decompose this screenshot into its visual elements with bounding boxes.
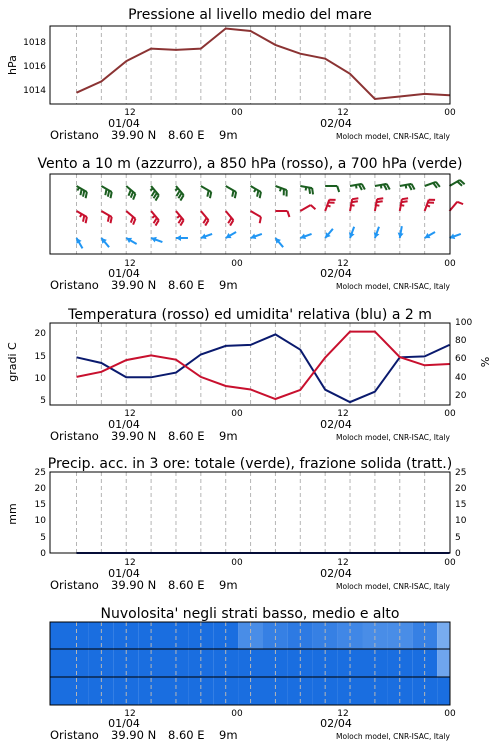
wind-barb: [300, 186, 313, 194]
cloud-cell: [437, 677, 450, 705]
wind-barb: [176, 211, 184, 226]
wind-barb: [226, 186, 236, 198]
humidity-series-line: [77, 334, 450, 402]
humidity-ytick: 80: [455, 336, 467, 346]
station-elev: 9m: [219, 728, 238, 742]
wind-barb-half-feather: [80, 214, 82, 217]
station-info: [50, 128, 451, 142]
precipitation-ylabel: mm: [6, 503, 19, 525]
wind-barb: [77, 186, 87, 198]
wind-barb: [375, 198, 383, 211]
wind-barb-feather: [457, 202, 463, 204]
station-lon: 8.60 E: [168, 278, 205, 292]
wind-barb-feather: [108, 216, 109, 222]
wind-barb-half-feather: [254, 189, 256, 192]
wind-barb-shaft: [126, 211, 135, 219]
wind-barb-half-feather: [327, 205, 330, 206]
wind-barb: [201, 233, 212, 239]
x-tick-label: 00: [444, 409, 456, 419]
wind-barb: [126, 238, 136, 244]
pressure-panel: [6, 7, 456, 142]
date-label: 02/04: [320, 418, 352, 431]
station-elev: 9m: [219, 128, 238, 142]
wind-barb-half-feather: [152, 216, 155, 218]
temperature-x-axis: [108, 409, 456, 431]
precipitation-title: Precip. acc. in 3 ore: totale (verde), frazione solida (tratt.): [47, 456, 453, 472]
wind-barb-feather: [207, 191, 208, 197]
wind-barb-feather: [133, 194, 135, 200]
cloud-cell: [50, 677, 89, 705]
pressure-ytick: 1018: [23, 38, 46, 48]
pressure-ylabel: hPa: [6, 55, 19, 75]
wind-x-axis: [108, 259, 456, 280]
wind-barb-feather: [232, 191, 233, 197]
cloud-cell: [437, 649, 450, 677]
x-tick-label: 00: [231, 108, 243, 118]
wind-barb: [300, 233, 311, 239]
wind-barb: [76, 238, 82, 248]
wind-arrow-head: [176, 235, 181, 241]
temperature-title: Temperatura (rosso) ed umidita' relativa (blu) a 2 m: [68, 307, 432, 323]
wind-barb-feather: [129, 190, 131, 196]
wind-panel: [37, 156, 464, 292]
wind-barb: [201, 211, 209, 226]
wind-barbs-layer: [76, 180, 464, 248]
wind-barb-feather: [309, 188, 310, 194]
wind-barb-half-feather: [77, 188, 79, 191]
station-lon: 8.60 E: [168, 429, 205, 443]
wind-barb: [325, 186, 339, 192]
model-credit: Moloch model, CNR-ISAC, Italy: [336, 582, 450, 591]
x-tick-label: 00: [444, 558, 456, 568]
wind-barb-shaft: [251, 211, 261, 217]
pressure-ytick: 1016: [23, 62, 46, 72]
wind-barb-half-feather: [177, 216, 180, 218]
station-lat: 39.90 N: [111, 429, 157, 443]
wind-barb-shaft: [226, 186, 236, 192]
x-tick-label: 12: [337, 259, 349, 269]
wind-barb: [275, 211, 289, 217]
precip-ytick-right: 25: [455, 468, 467, 478]
date-label: 02/04: [320, 717, 352, 730]
precip-ytick-right: 10: [455, 516, 467, 526]
x-tick-label: 12: [124, 259, 136, 269]
cloud-cell: [50, 649, 89, 677]
date-label: 01/04: [108, 717, 140, 730]
wind-barb-shaft: [300, 205, 310, 211]
precipitation-plot-frame: [50, 472, 450, 553]
precip-ytick: 10: [34, 516, 46, 526]
precipitation-gridlines: [77, 472, 425, 553]
wind-barb: [77, 211, 87, 223]
wind-barb: [325, 200, 335, 211]
date-label: 01/04: [108, 267, 140, 280]
temperature-ylabel: gradi C: [6, 342, 19, 382]
wind-barb: [226, 232, 236, 238]
x-tick-label: 12: [124, 709, 136, 719]
wind-barb: [101, 238, 109, 247]
precipitation-panel: [6, 456, 467, 592]
wind-barb: [425, 200, 435, 211]
wind-barb-shaft: [201, 186, 211, 192]
humidity-ylabel: %: [479, 356, 492, 368]
wind-barb: [400, 184, 415, 190]
wind-barb-feather: [311, 205, 316, 209]
station-name: Oristano: [50, 429, 99, 443]
wind-barb-feather: [105, 189, 106, 195]
wind-barb-feather: [210, 192, 211, 198]
station-lon: 8.60 E: [168, 728, 205, 742]
precip-ytick: 25: [34, 468, 46, 478]
station-name: Oristano: [50, 728, 99, 742]
wind-barb: [450, 202, 464, 211]
wind-barb: [450, 233, 461, 239]
station-lon: 8.60 E: [168, 578, 205, 592]
wind-barb: [325, 229, 333, 238]
date-label: 02/04: [320, 567, 352, 580]
wind-barb-half-feather: [376, 205, 379, 206]
station-elev: 9m: [219, 429, 238, 443]
station-lat: 39.90 N: [111, 728, 157, 742]
wind-barb: [400, 198, 408, 211]
wind-barb-half-feather: [381, 185, 382, 188]
wind-barb-feather: [86, 192, 87, 198]
wind-barb: [350, 198, 358, 211]
wind-barb: [126, 186, 135, 200]
wind-barb-feather: [110, 192, 111, 198]
pressure-gridlines: [77, 26, 425, 104]
wind-barb: [275, 186, 286, 196]
date-label: 02/04: [320, 267, 352, 280]
temperature-panel: [6, 307, 492, 443]
x-tick-label: 00: [231, 409, 243, 419]
humidity-ytick: 100: [455, 318, 473, 328]
wind-barb-half-feather: [356, 185, 357, 188]
x-tick-label: 12: [337, 709, 349, 719]
station-info: [50, 578, 451, 592]
x-tick-label: 00: [444, 259, 456, 269]
wind-barb: [101, 186, 111, 198]
wind-barb-feather: [376, 201, 382, 202]
cloud-panel: [50, 606, 456, 742]
temperature-ytick: 15: [34, 352, 46, 362]
wind-plot-frame: [50, 174, 450, 254]
humidity-ytick: 40: [455, 373, 467, 383]
pressure-title: Pressione al livello medio del mare: [128, 7, 372, 23]
wind-barb-half-feather: [351, 205, 354, 206]
wind-barb-feather: [131, 217, 133, 223]
temperature-plot-frame: [50, 323, 450, 405]
wind-barb: [151, 211, 159, 226]
model-credit: Moloch model, CNR-ISAC, Italy: [336, 132, 450, 141]
wind-barb-feather: [260, 192, 261, 198]
wind-barb-feather: [133, 219, 135, 225]
wind-title: Vento a 10 m (azzurro), a 850 hPa (rosso), a 700 hPa (verde): [37, 156, 463, 172]
wind-barb-feather: [377, 198, 383, 199]
pressure-series-line: [77, 29, 450, 100]
precip-ytick: 5: [40, 533, 46, 543]
x-tick-label: 00: [231, 259, 243, 269]
wind-barb: [150, 186, 158, 201]
wind-barb-feather: [401, 201, 407, 202]
x-tick-label: 12: [124, 409, 136, 419]
station-lat: 39.90 N: [111, 578, 157, 592]
station-elev: 9m: [219, 278, 238, 292]
temperature-ytick: 10: [34, 374, 46, 384]
station-elev: 9m: [219, 578, 238, 592]
station-info: [50, 429, 451, 443]
wind-barb-half-feather: [306, 187, 307, 190]
x-tick-label: 12: [337, 108, 349, 118]
precip-ytick-right: 0: [455, 549, 461, 559]
wind-barb-feather: [287, 211, 289, 217]
station-lon: 8.60 E: [168, 128, 205, 142]
wind-barb-feather: [131, 192, 133, 198]
wind-barb: [300, 205, 315, 211]
wind-barb-shaft: [226, 211, 234, 220]
wind-barb-feather: [80, 189, 81, 195]
wind-barb: [350, 184, 365, 190]
date-label: 01/04: [108, 117, 140, 130]
wind-barb: [275, 238, 283, 247]
wind-barb-shaft: [450, 202, 458, 211]
precip-ytick: 15: [34, 500, 46, 510]
wind-barb: [450, 180, 465, 186]
wind-barb: [251, 233, 262, 239]
wind-barb-feather: [257, 191, 258, 197]
precip-ytick-right: 20: [455, 484, 467, 494]
wind-barb: [151, 237, 162, 243]
wind-barb: [375, 184, 390, 190]
wind-barb-feather: [402, 198, 408, 199]
precipitation-x-axis: [108, 558, 456, 580]
x-tick-label: 12: [124, 108, 136, 118]
x-tick-label: 00: [444, 108, 456, 118]
x-tick-label: 12: [124, 558, 136, 568]
station-info: [50, 728, 451, 742]
wind-barb: [425, 232, 435, 238]
wind-barb-feather: [83, 216, 84, 222]
wind-barb: [175, 186, 183, 201]
x-tick-label: 12: [337, 409, 349, 419]
precip-ytick: 0: [40, 549, 46, 559]
wind-barb-shaft: [101, 211, 111, 217]
cloud-x-axis: [108, 709, 456, 730]
wind-barb-half-feather: [401, 205, 404, 206]
pressure-x-axis: [108, 108, 456, 130]
wind-barb-half-feather: [427, 205, 430, 206]
wind-barb: [398, 226, 404, 238]
temperature-ytick: 20: [34, 329, 46, 339]
model-credit: Moloch model, CNR-ISAC, Italy: [336, 282, 450, 291]
wind-barb-feather: [108, 191, 109, 197]
wind-barb-half-feather: [280, 188, 281, 191]
temperature-ytick: 5: [40, 396, 46, 406]
x-tick-label: 00: [231, 709, 243, 719]
wind-barb-feather: [352, 201, 358, 202]
wind-barb-feather: [235, 192, 236, 198]
wind-barb: [425, 182, 440, 188]
wind-barb-feather: [352, 198, 358, 199]
precip-ytick-right: 5: [455, 533, 461, 543]
wind-barb-feather: [83, 191, 84, 197]
station-info: [50, 278, 451, 292]
wind-barb-feather: [260, 217, 261, 223]
station-lat: 39.90 N: [111, 128, 157, 142]
date-label: 01/04: [108, 567, 140, 580]
station-name: Oristano: [50, 278, 99, 292]
humidity-ytick: 20: [455, 391, 467, 401]
x-tick-label: 12: [337, 558, 349, 568]
pressure-ytick: 1014: [23, 86, 46, 96]
wind-barb: [251, 186, 261, 198]
pressure-plot-frame: [50, 26, 450, 104]
wind-barb-feather: [86, 217, 87, 223]
x-tick-label: 00: [231, 558, 243, 568]
cloud-cells-layer: [50, 622, 450, 705]
wind-barb: [176, 235, 188, 241]
wind-barb-feather: [110, 217, 111, 223]
wind-barb-feather: [312, 188, 313, 194]
date-label: 02/04: [320, 117, 352, 130]
precip-ytick: 20: [34, 484, 46, 494]
cloud-cell: [50, 622, 89, 649]
wind-barb: [201, 186, 211, 198]
station-name: Oristano: [50, 128, 99, 142]
station-name: Oristano: [50, 578, 99, 592]
model-credit: Moloch model, CNR-ISAC, Italy: [336, 732, 450, 741]
wind-barb: [126, 211, 135, 225]
station-lat: 39.90 N: [111, 278, 157, 292]
model-credit: Moloch model, CNR-ISAC, Italy: [336, 433, 450, 442]
wind-barb-shaft: [201, 211, 209, 220]
date-label: 01/04: [108, 418, 140, 431]
humidity-ytick: 60: [455, 354, 467, 364]
cloud-cell: [437, 622, 450, 649]
wind-barb-half-feather: [406, 185, 407, 188]
precip-ytick-right: 15: [455, 500, 467, 510]
wind-barb-feather: [337, 186, 339, 192]
cloud-title: Nuvolosita' negli strati basso, medio e alto: [100, 606, 400, 622]
wind-barb: [226, 211, 234, 226]
wind-barb: [251, 211, 261, 223]
x-tick-label: 00: [444, 709, 456, 719]
wind-barb: [101, 211, 111, 223]
